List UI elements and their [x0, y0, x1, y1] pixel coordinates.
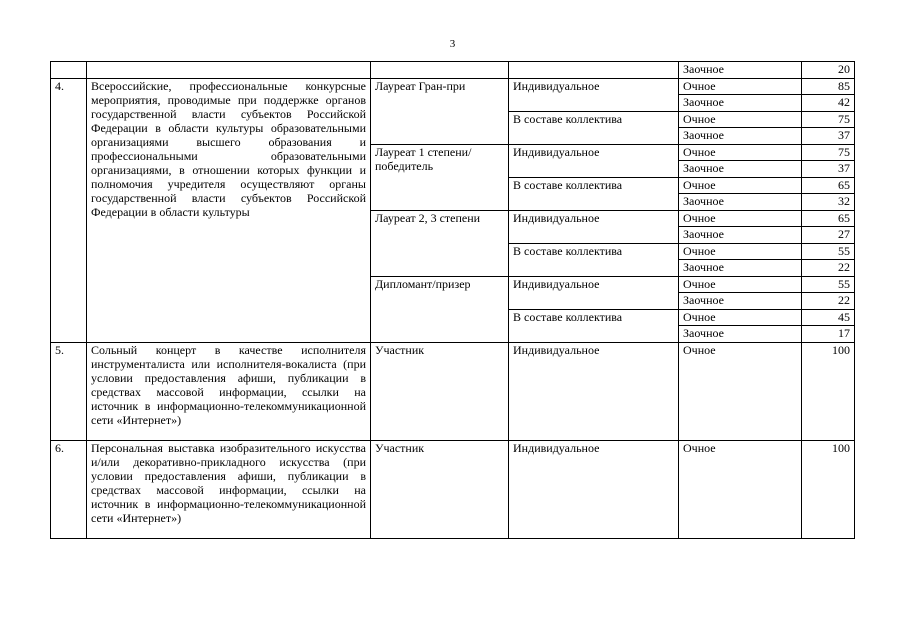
points-value: 85 — [802, 78, 855, 95]
points-value: 37 — [802, 161, 855, 178]
points-value: 75 — [802, 111, 855, 128]
section-description: Персональная выставка изобразительного искусства и/или декоративно-прикладного искусства (при условии предоставления афиши, публикации в средствах массовой информации, ссылки на источник в информационно-телекоммуникационной сети «Интернет») — [87, 440, 371, 538]
table-row — [51, 440, 855, 538]
table-row — [51, 342, 855, 440]
points-value: 65 — [802, 210, 855, 227]
points-table — [50, 61, 855, 539]
participation-form: Заочное — [679, 326, 802, 343]
participation-cell — [509, 62, 679, 79]
participation-type: В составе коллектива — [509, 309, 679, 342]
section-number: 5. — [51, 342, 87, 440]
participation-form: Заочное — [679, 95, 802, 112]
section-description: Всероссийские, профессиональные конкурсные мероприятия, проводимые при поддержке органов государственной власти субъектов Российской Федерации в области культуры образовательными организациями высшего образования и профессиональными образовательными организациями, в отношении которых функции и полномочия учредителя осуществляют органы государственной власти субъектов Российской Федерации в области культуры — [87, 78, 371, 342]
participation-form: Заочное — [679, 293, 802, 310]
section-description: Сольный концерт в качестве исполнителя инструменталиста или исполнителя-вокалиста (при условии предоставления афиши, публикации в средствах массовой информации, ссылки на источник в информационно-телекоммуникационной сети «Интернет») — [87, 342, 371, 440]
participation-form: Заочное — [679, 161, 802, 178]
num-cell — [51, 62, 87, 79]
participation-form: Заочное — [679, 260, 802, 277]
participation-form: Заочное — [679, 227, 802, 244]
points-value: 22 — [802, 260, 855, 277]
section-number: 4. — [51, 78, 87, 342]
award-level: Лауреат 1 степени/ победитель — [371, 144, 509, 210]
participation-form: Заочное — [679, 128, 802, 145]
participation-form: Очное — [679, 276, 802, 293]
section-number: 6. — [51, 440, 87, 538]
award-level: Участник — [371, 342, 509, 440]
award-level: Дипломант/призер — [371, 276, 509, 342]
participation-form: Заочное — [679, 194, 802, 211]
participation-form: Очное — [679, 440, 802, 538]
participation-form: Очное — [679, 309, 802, 326]
participation-form: Очное — [679, 177, 802, 194]
participation-form: Очное — [679, 144, 802, 161]
participation-type: Индивидуальное — [509, 78, 679, 111]
participation-type: Индивидуальное — [509, 144, 679, 177]
continuation-row — [51, 62, 855, 79]
participation-type: В составе коллектива — [509, 177, 679, 210]
award-level: Лауреат Гран-при — [371, 78, 509, 144]
points-value: 37 — [802, 128, 855, 145]
page-number: 3 — [449, 38, 456, 50]
form-cell: Заочное — [679, 62, 802, 79]
participation-type: Индивидуальное — [509, 210, 679, 243]
points-value: 100 — [802, 440, 855, 538]
points-value: 17 — [802, 326, 855, 343]
points-cell: 20 — [802, 62, 855, 79]
points-value: 65 — [802, 177, 855, 194]
points-value: 100 — [802, 342, 855, 440]
participation-form: Очное — [679, 342, 802, 440]
participation-form: Очное — [679, 210, 802, 227]
award-cell — [371, 62, 509, 79]
participation-type: В составе коллектива — [509, 243, 679, 276]
points-value: 55 — [802, 276, 855, 293]
participation-type: В составе коллектива — [509, 111, 679, 144]
points-value: 42 — [802, 95, 855, 112]
award-level: Лауреат 2, 3 степени — [371, 210, 509, 276]
participation-form: Очное — [679, 111, 802, 128]
participation-type: Индивидуальное — [509, 342, 679, 440]
points-value: 45 — [802, 309, 855, 326]
points-value: 32 — [802, 194, 855, 211]
participation-type: Индивидуальное — [509, 440, 679, 538]
description-cell — [87, 62, 371, 79]
points-value: 27 — [802, 227, 855, 244]
points-value: 22 — [802, 293, 855, 310]
table-row — [51, 78, 855, 95]
participation-form: Очное — [679, 78, 802, 95]
points-value: 55 — [802, 243, 855, 260]
participation-type: Индивидуальное — [509, 276, 679, 309]
participation-form: Очное — [679, 243, 802, 260]
award-level: Участник — [371, 440, 509, 538]
points-value: 75 — [802, 144, 855, 161]
